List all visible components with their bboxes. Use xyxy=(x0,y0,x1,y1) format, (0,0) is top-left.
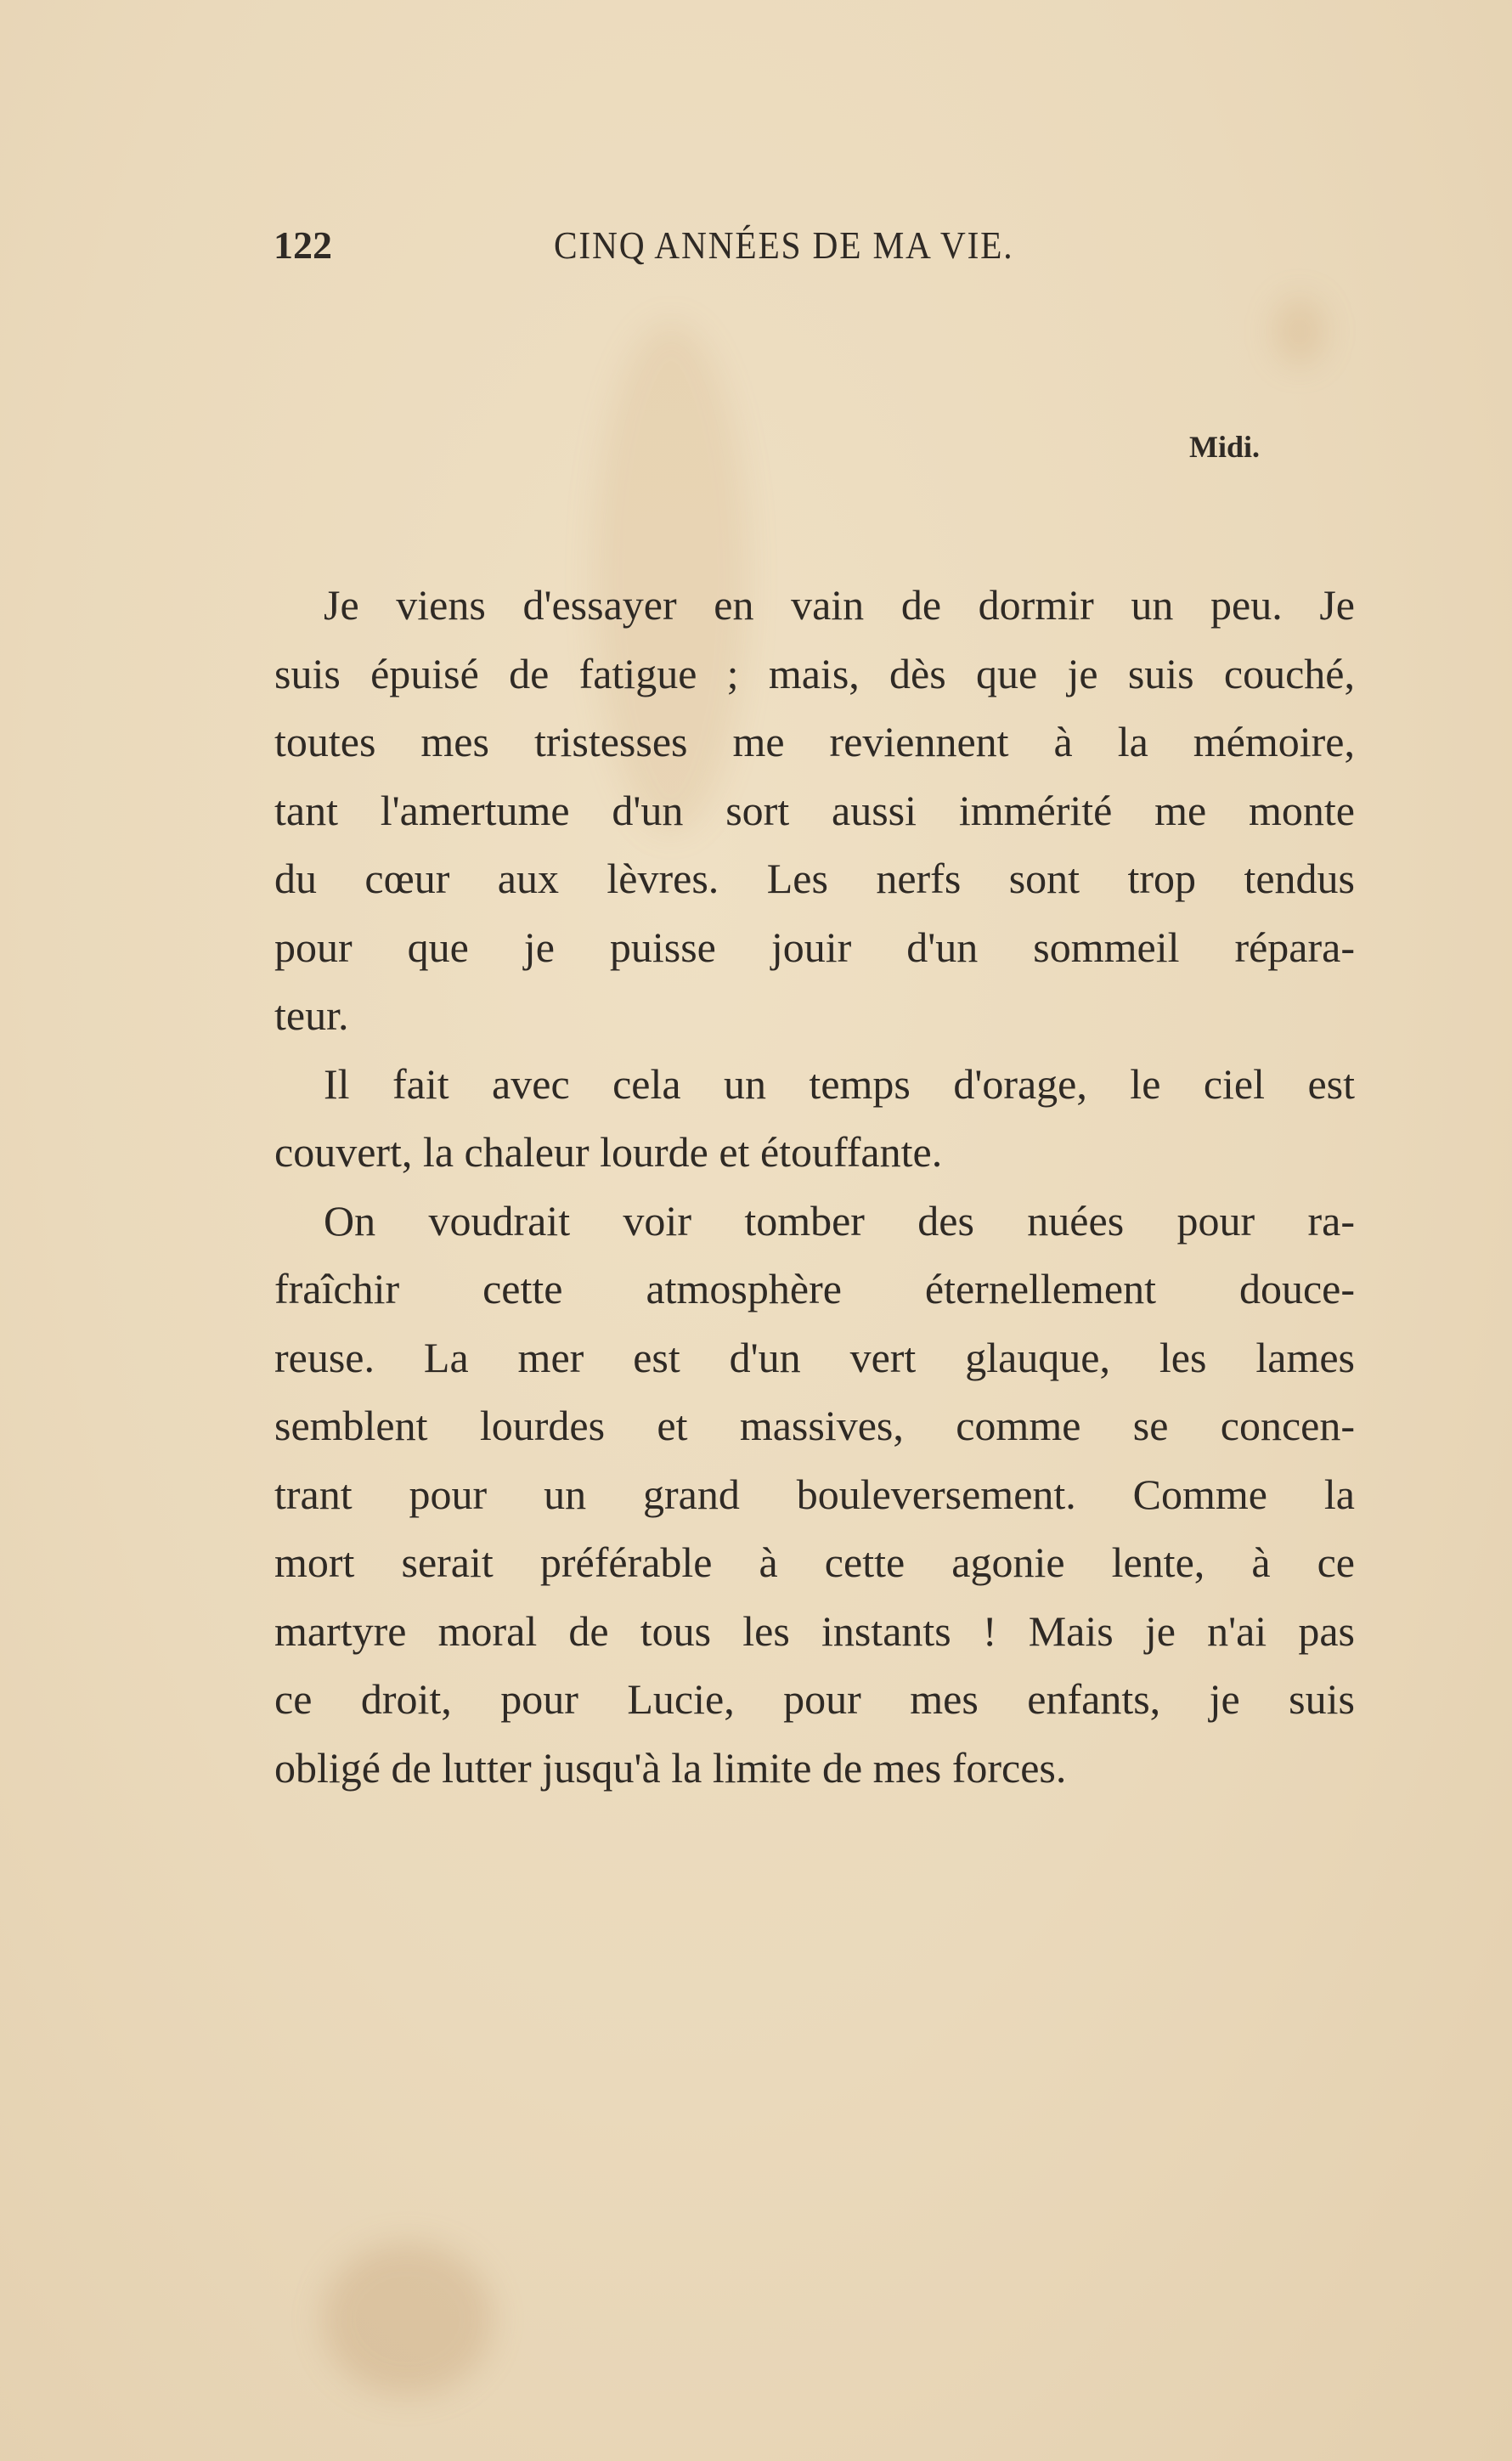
page-number: 122 xyxy=(274,223,332,267)
text-line: toutes mes tristesses me reviennent à la mémoire, xyxy=(274,718,1355,765)
text-line: ce droit, pour Lucie, pour mes enfants, je suis xyxy=(274,1675,1355,1723)
text-line: tant l'amertume d'un sort aussi immérité me monte xyxy=(274,786,1355,834)
running-title: CINQ ANNÉES DE MA VIE. xyxy=(554,223,1014,267)
paper-stain xyxy=(1274,297,1325,365)
text-line: suis épuisé de fatigue ; mais, dès que je suis couché, xyxy=(274,649,1355,697)
page-header xyxy=(274,223,1080,274)
paper-stain xyxy=(323,2243,493,2396)
text-line: semblent lourdes et massives, comme se concen- xyxy=(274,1402,1355,1449)
text-line: couvert, la chaleur lourde et étouffante. xyxy=(274,1128,943,1176)
text-line: teur. xyxy=(274,991,349,1039)
text-line: fraîchir cette atmosphère éternellement douce- xyxy=(274,1265,1355,1312)
text-line: Il fait avec cela un temps d'orage, le ciel est xyxy=(324,1059,1355,1108)
text-line: On voudrait voir tomber des nuées pour ra- xyxy=(324,1196,1355,1245)
text-line: mort serait préférable à cette agonie lente, à ce xyxy=(274,1538,1355,1586)
text-line: trant pour un grand bouleversement. Comme la xyxy=(274,1470,1355,1518)
text-line: obligé de lutter jusqu'à la limite de mes forces. xyxy=(274,1743,1067,1792)
text-line: reuse. La mer est d'un vert glauque, les lames xyxy=(274,1333,1355,1381)
text-line: du cœur aux lèvres. Les nerfs sont trop tendus xyxy=(274,855,1355,902)
text-line: martyre moral de tous les instants ! Mais je n'ai pas xyxy=(274,1606,1355,1655)
section-heading: Midi. xyxy=(1189,430,1261,464)
body-text xyxy=(274,571,1355,1802)
text-line: Je viens d'essayer en vain de dormir un peu. Je xyxy=(324,581,1355,629)
text-line: pour que je puisse jouir d'un sommeil répara- xyxy=(274,923,1355,971)
